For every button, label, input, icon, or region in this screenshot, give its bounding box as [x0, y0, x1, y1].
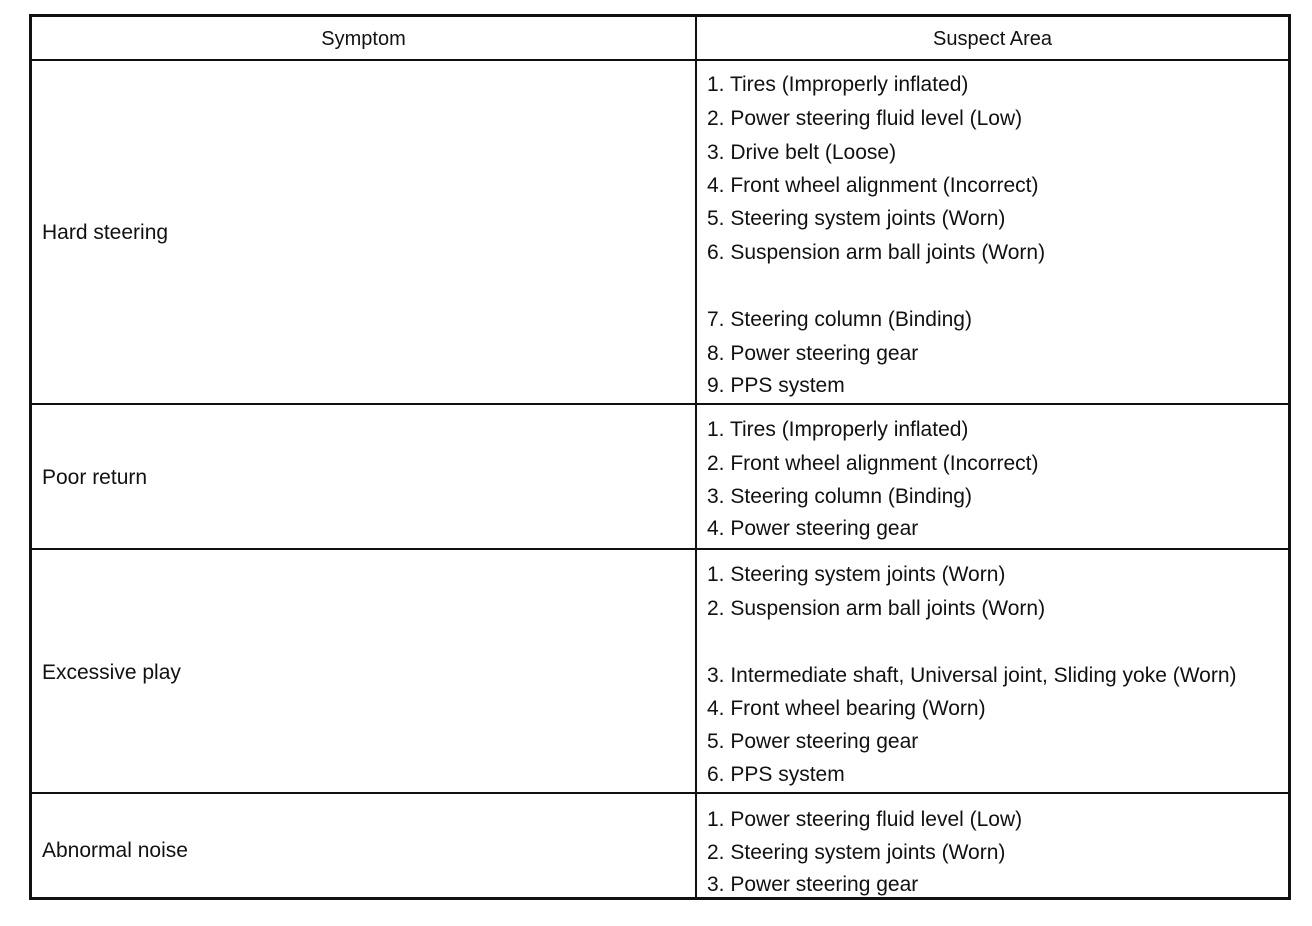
suspect-item: 4. Front wheel bearing (Worn): [707, 697, 986, 720]
suspect-item: 3. Power steering gear: [707, 873, 919, 896]
suspect-item: 2. Steering system joints (Worn): [707, 841, 1006, 864]
suspect-item: 4. Power steering gear: [707, 517, 919, 540]
suspect-item: 9. PPS system: [707, 374, 845, 397]
suspect-item: 2. Suspension arm ball joints (Worn): [707, 597, 1046, 620]
suspect-item: 1. Steering system joints (Worn): [707, 563, 1006, 586]
row-divider: [32, 792, 1288, 794]
suspect-item: 4. Front wheel alignment (Incorrect): [707, 174, 1039, 197]
suspect-item: 5. Steering system joints (Worn): [707, 207, 1006, 230]
column-divider: [695, 17, 697, 897]
suspect-item: 3. Drive belt (Loose): [707, 141, 897, 164]
row-divider: [32, 403, 1288, 405]
suspect-item: 5. Power steering gear: [707, 730, 919, 753]
suspect-item: 1. Tires (Improperly inflated): [707, 418, 969, 441]
suspect-item: 1. Power steering fluid level (Low): [707, 808, 1023, 831]
suspect-item: 3. Intermediate shaft, Universal joint, Sliding yoke (Worn): [707, 664, 1237, 687]
row-divider: [32, 548, 1288, 550]
header-symptom: Symptom: [321, 27, 406, 50]
suspect-item: 6. PPS system: [707, 763, 845, 786]
suspect-item: 1. Tires (Improperly inflated): [707, 73, 969, 96]
header-suspect-area: Suspect Area: [933, 27, 1052, 50]
symptom-excessive-play: Excessive play: [42, 661, 181, 684]
symptom-hard-steering: Hard steering: [42, 221, 169, 244]
suspect-item: 2. Front wheel alignment (Incorrect): [707, 452, 1039, 475]
symptom-poor-return: Poor return: [42, 466, 148, 489]
symptom-abnormal-noise: Abnormal noise: [42, 839, 188, 862]
symptom-table: [29, 14, 1291, 900]
suspect-item: 8. Power steering gear: [707, 342, 919, 365]
suspect-item: 3. Steering column (Binding): [707, 485, 972, 508]
suspect-item: 7. Steering column (Binding): [707, 308, 972, 331]
suspect-item: 6. Suspension arm ball joints (Worn): [707, 241, 1046, 264]
suspect-item: 2. Power steering fluid level (Low): [707, 107, 1023, 130]
